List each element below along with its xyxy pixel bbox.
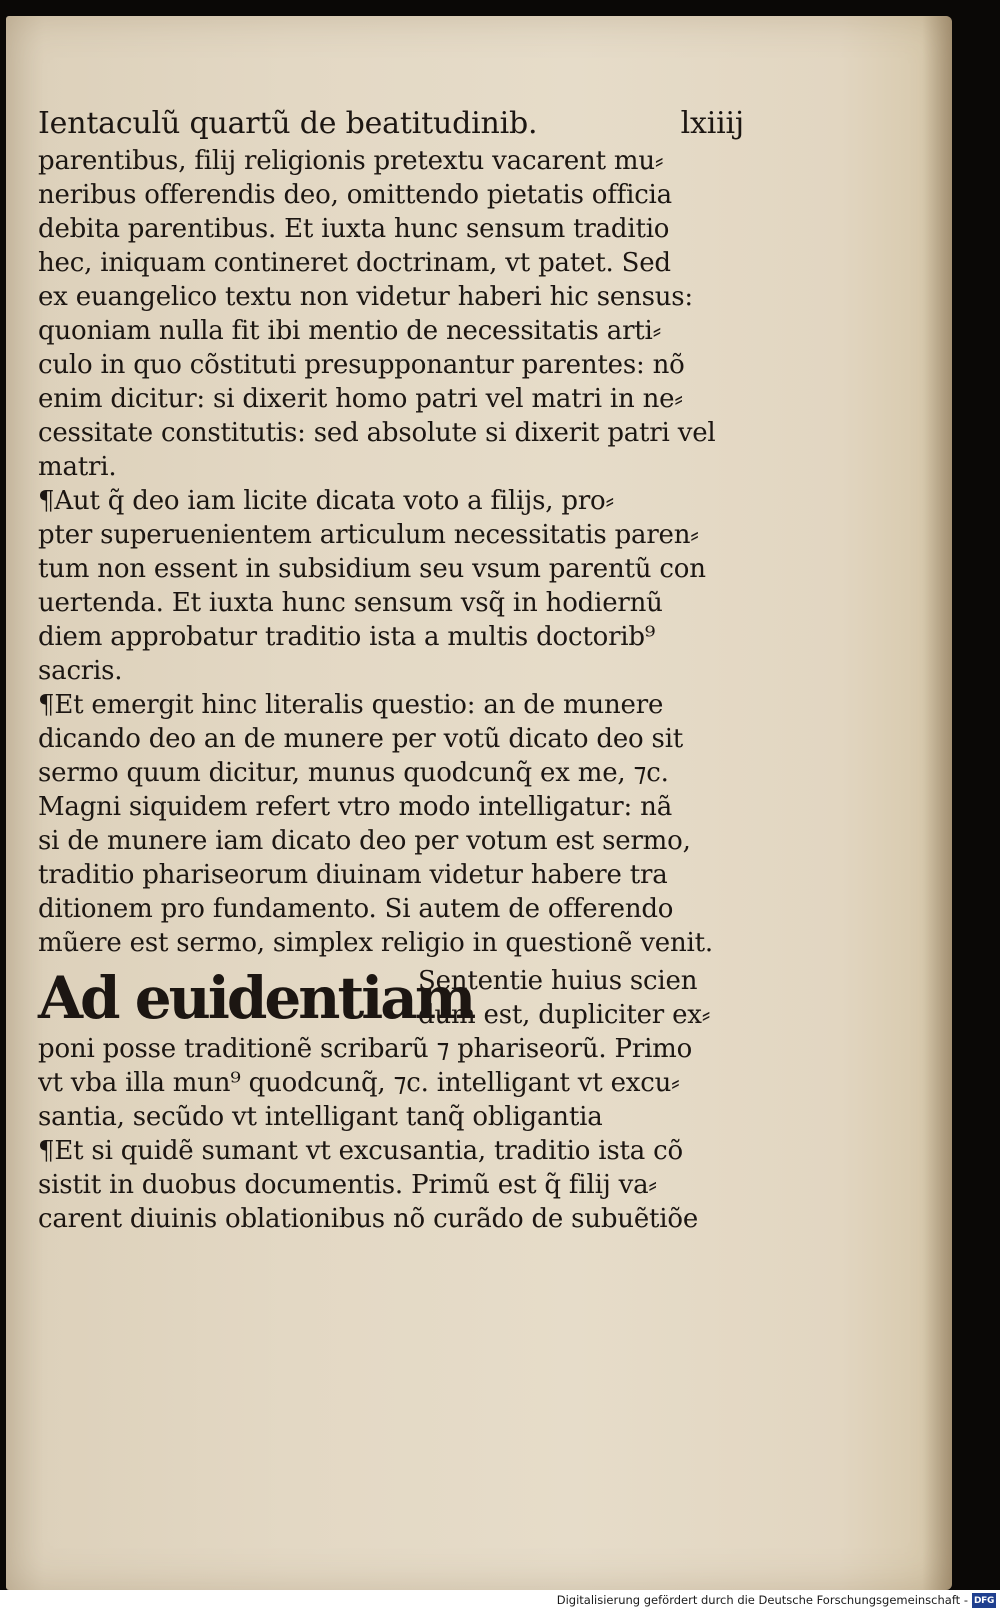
page-gutter-shade xyxy=(922,16,952,1590)
text-line: cessitate constitutis: sed absolute si dixerit patri vel xyxy=(38,418,716,448)
text-line: ¶Et emergit hinc literalis questio: an de munere xyxy=(38,690,664,720)
dfg-logo: DFG xyxy=(972,1593,996,1608)
paragraph-2 xyxy=(38,484,744,688)
paragraph-4 xyxy=(38,1032,744,1236)
decorated-initial-section xyxy=(38,964,744,1032)
book-page xyxy=(6,16,952,1590)
text-line: traditio phariseorum diuinam videtur habere tra xyxy=(38,860,668,890)
digitization-footer xyxy=(0,1590,1000,1612)
text-line: quoniam nulla fit ibi mentio de necessitatis arti⸗ xyxy=(38,316,662,346)
text-line: ditionem pro fundamento. Si autem de offerendo xyxy=(38,894,674,924)
text-line: culo in quo cõstituti presupponantur parentes: nõ xyxy=(38,350,685,380)
text-line: tum non essent in subsidium seu vsum parentũ con xyxy=(38,554,706,584)
text-line: sistit in duobus documentis. Primũ est q̃ filij va⸗ xyxy=(38,1170,657,1200)
paragraph-3 xyxy=(38,688,744,960)
text-line: carent diuinis oblationibus nõ curãdo de subuẽtiõe xyxy=(38,1204,699,1234)
text-line: parentibus, filij religionis pretextu vacarent mu⸗ xyxy=(38,146,664,176)
funding-credit: Digitalisierung gefördert durch die Deutsche Forschungsgemeinschaft - xyxy=(556,1593,968,1607)
text-line: sacris. xyxy=(38,656,123,686)
text-line: matri. xyxy=(38,452,117,482)
paragraph-1 xyxy=(38,144,744,484)
text-line: si de munere iam dicato deo per votum est sermo, xyxy=(38,826,691,856)
text-line: santia, secũdo vt intelligant tanq̃ obligantia xyxy=(38,1102,603,1132)
text-line: dicando deo an de munere per votũ dicato deo sit xyxy=(38,724,684,754)
text-line: uertenda. Et iuxta hunc sensum vsq̃ in hodiernũ xyxy=(38,588,663,618)
text-line: sermo quum dicitur, munus quodcunq̃ ex me, ⁊c. xyxy=(38,758,669,788)
text-line: ¶Aut q̃ deo iam licite dicata voto a filijs, pro⸗ xyxy=(38,486,614,516)
text-block xyxy=(38,104,744,1236)
text-line: Sententie huius scien xyxy=(418,966,698,996)
blackletter-initial-words: Ad euidentiam xyxy=(38,964,474,1032)
text-line: mũere est sermo, simplex religio in questionẽ venit. xyxy=(38,928,713,958)
text-line: Magni siquidem refert vtro modo intelligatur: nã xyxy=(38,792,673,822)
running-header xyxy=(38,104,744,144)
text-line: pter superuenientem articulum necessitatis paren⸗ xyxy=(38,520,699,550)
text-line: vt vba illa mun⁹ quodcunq̃, ⁊c. intelligant vt excu⸗ xyxy=(38,1068,680,1098)
running-title: Ientaculũ quartũ de beatitudinib. xyxy=(38,106,538,141)
text-line: ¶Et si quidẽ sumant vt excusantia, traditio ista cõ xyxy=(38,1136,683,1166)
text-line: poni posse traditionẽ scribarũ ⁊ phariseorũ. Primo xyxy=(38,1034,693,1064)
text-line: dum est, dupliciter ex⸗ xyxy=(418,1000,711,1030)
text-line: debita parentibus. Et iuxta hunc sensum traditio xyxy=(38,214,670,244)
text-line: neribus offerendis deo, omittendo pietatis officia xyxy=(38,180,672,210)
text-line: hec, iniquam contineret doctrinam, vt patet. Sed xyxy=(38,248,671,278)
folio-number: lxiiij xyxy=(680,106,744,141)
text-line: diem approbatur traditio ista a multis doctorib⁹ xyxy=(38,622,656,652)
text-line: enim dicitur: si dixerit homo patri vel matri in ne⸗ xyxy=(38,384,683,414)
text-line: ex euangelico textu non videtur haberi hic sensus: xyxy=(38,282,693,312)
